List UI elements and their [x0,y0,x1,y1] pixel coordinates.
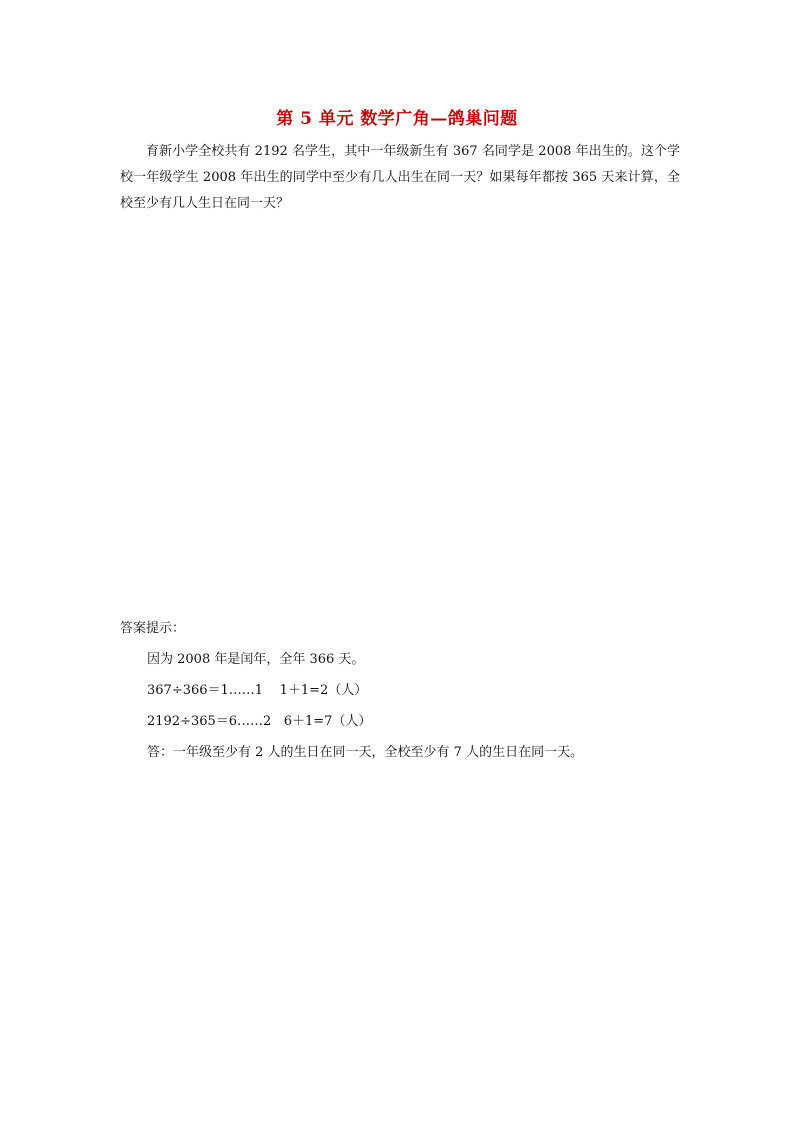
problem-text [120,139,680,217]
document-title: 第 5 单元 数学广角—鸽巢问题 [276,109,518,129]
answer-lines [147,650,583,774]
answer-line: 因为 2008 年是闰年，全年 366 天。 [147,652,365,667]
answer-line: 答：一年级至少有 2 人的生日在同一天，全校至少有 7 人的生日在同一天。 [147,745,584,760]
problem-paragraph: 育新小学全校共有 2192 名学生，其中一年级新生有 367 名同学是 2008 年出生的。这个学校一年级学生 2008 年出生的同学中至少有几人出生在同一天？如果每年都按 365 天来计算，全校至少有几人生日在同一天？ [120,144,680,211]
answer-line: 367÷366＝1……1 1＋1=2（人） [147,683,368,698]
answer-line: 2192÷365＝6……2 6＋1=7（人） [147,714,372,729]
answer-heading: 答案提示： [120,621,186,636]
